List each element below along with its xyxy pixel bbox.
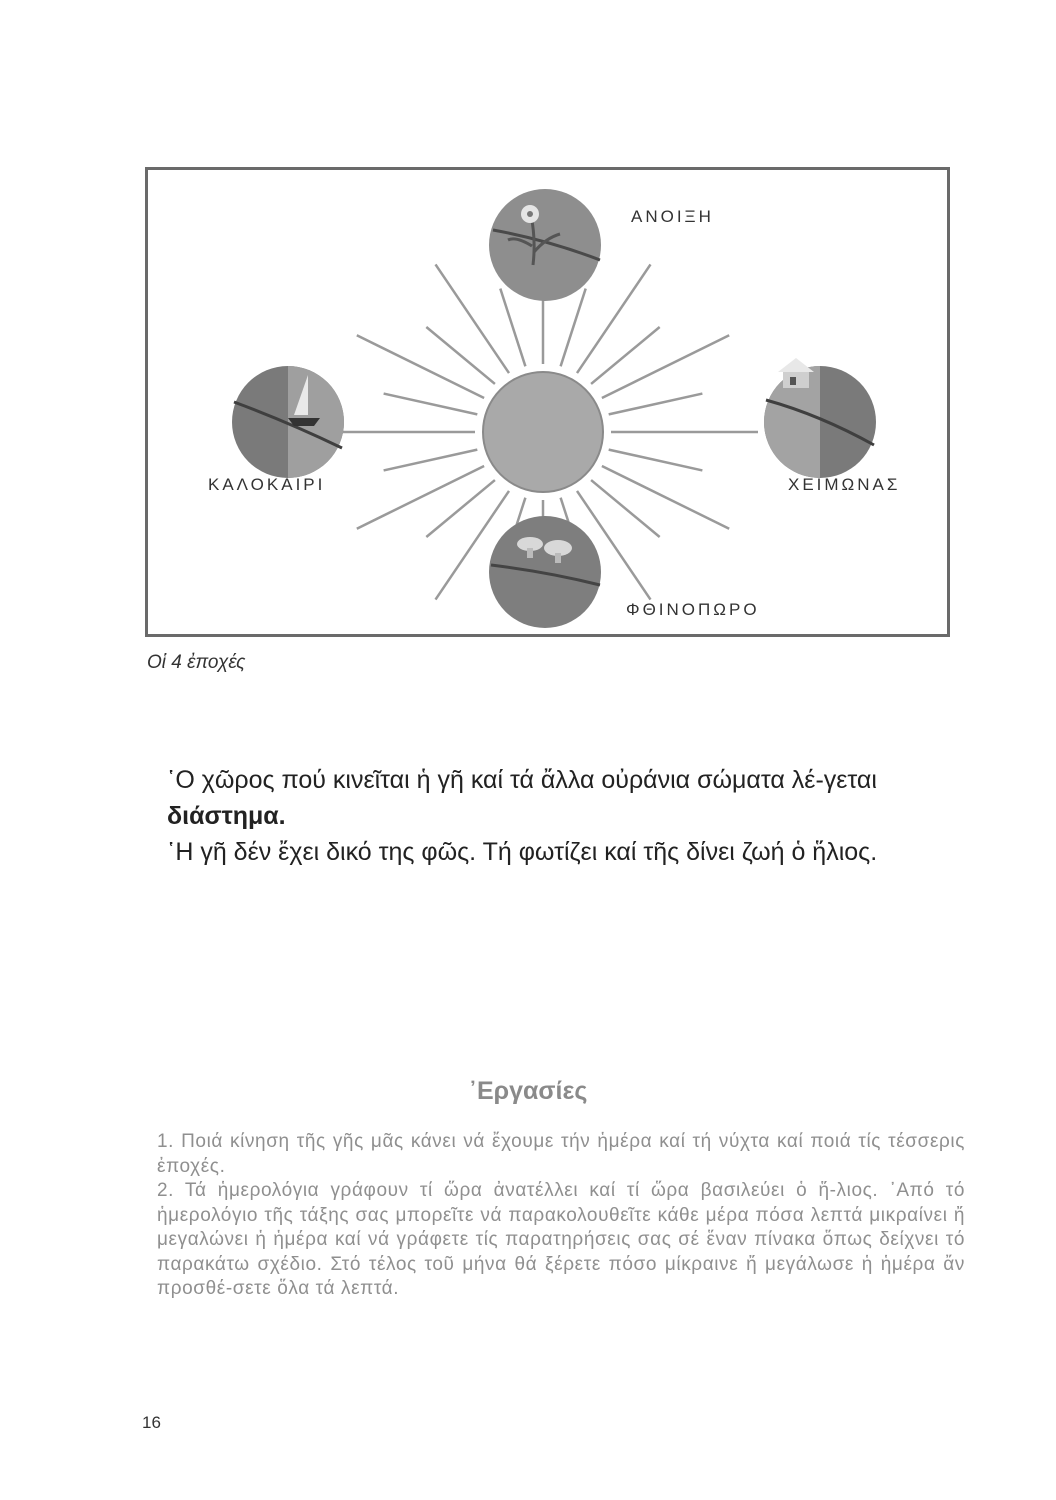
- sun-ray: [561, 289, 586, 367]
- sun-ray: [384, 394, 478, 415]
- earth-spring: [489, 189, 601, 301]
- exercise-item: 2. Τά ἡμερολόγια γράφουν τί ὥρα ἀνατέλλει καί τί ὥρα βασιλεύει ὁ ἥ-λιος. ᾿Από τό ἡμερολόγιο τῆς τάξης σας μπορεῖτε νά παρακολουθεῖτε κάθε μέρα πόσα λεπτά μικραίνει ἤ μεγαλώνει ἡ ἡμέρα καί νά γράφετε τίς παρατηρήσεις σας σέ ἕναν πίνακα ὅπως δείχνει τό παρακάτω σχέδιο. Στό τέλος τοῦ μήνα θά ξέρετε πόσο μίκραινε ἤ μεγάλωσε ἡ ἡμέρα ἄν προσθέ-σετε ὅλα τά λεπτά.: [157, 1180, 965, 1299]
- exercises-list: [135, 1130, 965, 1302]
- sun-ray: [357, 335, 484, 398]
- sun-ray: [436, 264, 510, 373]
- label-winter: ΧΕΙΜΩΝΑΣ: [788, 475, 901, 494]
- sun-ray: [609, 450, 703, 471]
- paragraph-space-text: ῾Ο χῶρος πού κινεῖται ἡ γῆ καί τά ἄλλα οὐράνια σώματα λέ-γεται: [167, 766, 877, 794]
- main-text: [145, 762, 965, 870]
- earth-autumn: [489, 516, 601, 628]
- seasons-diagram: [148, 170, 953, 640]
- sun-ray: [500, 289, 525, 367]
- label-autumn: ΦΘΙΝΟΠΩΡΟ: [626, 600, 760, 619]
- label-spring: ΑΝΟΙΞΗ: [631, 207, 714, 226]
- sun-ray: [384, 450, 478, 471]
- sun: [483, 372, 603, 492]
- seasons-figure: [145, 167, 950, 637]
- paragraph-sun: ῾Η γῆ δέν ἔχει δικό της φῶς. Τή φωτίζει καί τῆς δίνει ζωή ὁ ἥλιος.: [167, 838, 878, 866]
- exercises-title: ᾿Εργασίες: [468, 1077, 588, 1105]
- page-number: 16: [142, 1413, 161, 1432]
- term-space: διάστημα.: [167, 802, 286, 830]
- paragraph-space: [145, 762, 965, 834]
- exercise-item: 1. Ποιά κίνηση τῆς γῆς μᾶς κάνει νά ἔχουμε τήν ἡμέρα καί τή νύχτα καί ποιά τίς τέσσερις ἐποχές.: [157, 1131, 965, 1177]
- earth-summer: [232, 366, 344, 478]
- sun-ray: [602, 335, 729, 398]
- earth-winter: [764, 358, 876, 478]
- house-icon: [778, 358, 814, 388]
- figure-caption: Οἱ 4 ἐποχές: [147, 652, 246, 673]
- sun-ray: [357, 466, 484, 529]
- sun-ray: [609, 394, 703, 415]
- label-summer: ΚΑΛΟΚΑΙΡΙ: [208, 475, 326, 494]
- sun-ray: [602, 466, 729, 529]
